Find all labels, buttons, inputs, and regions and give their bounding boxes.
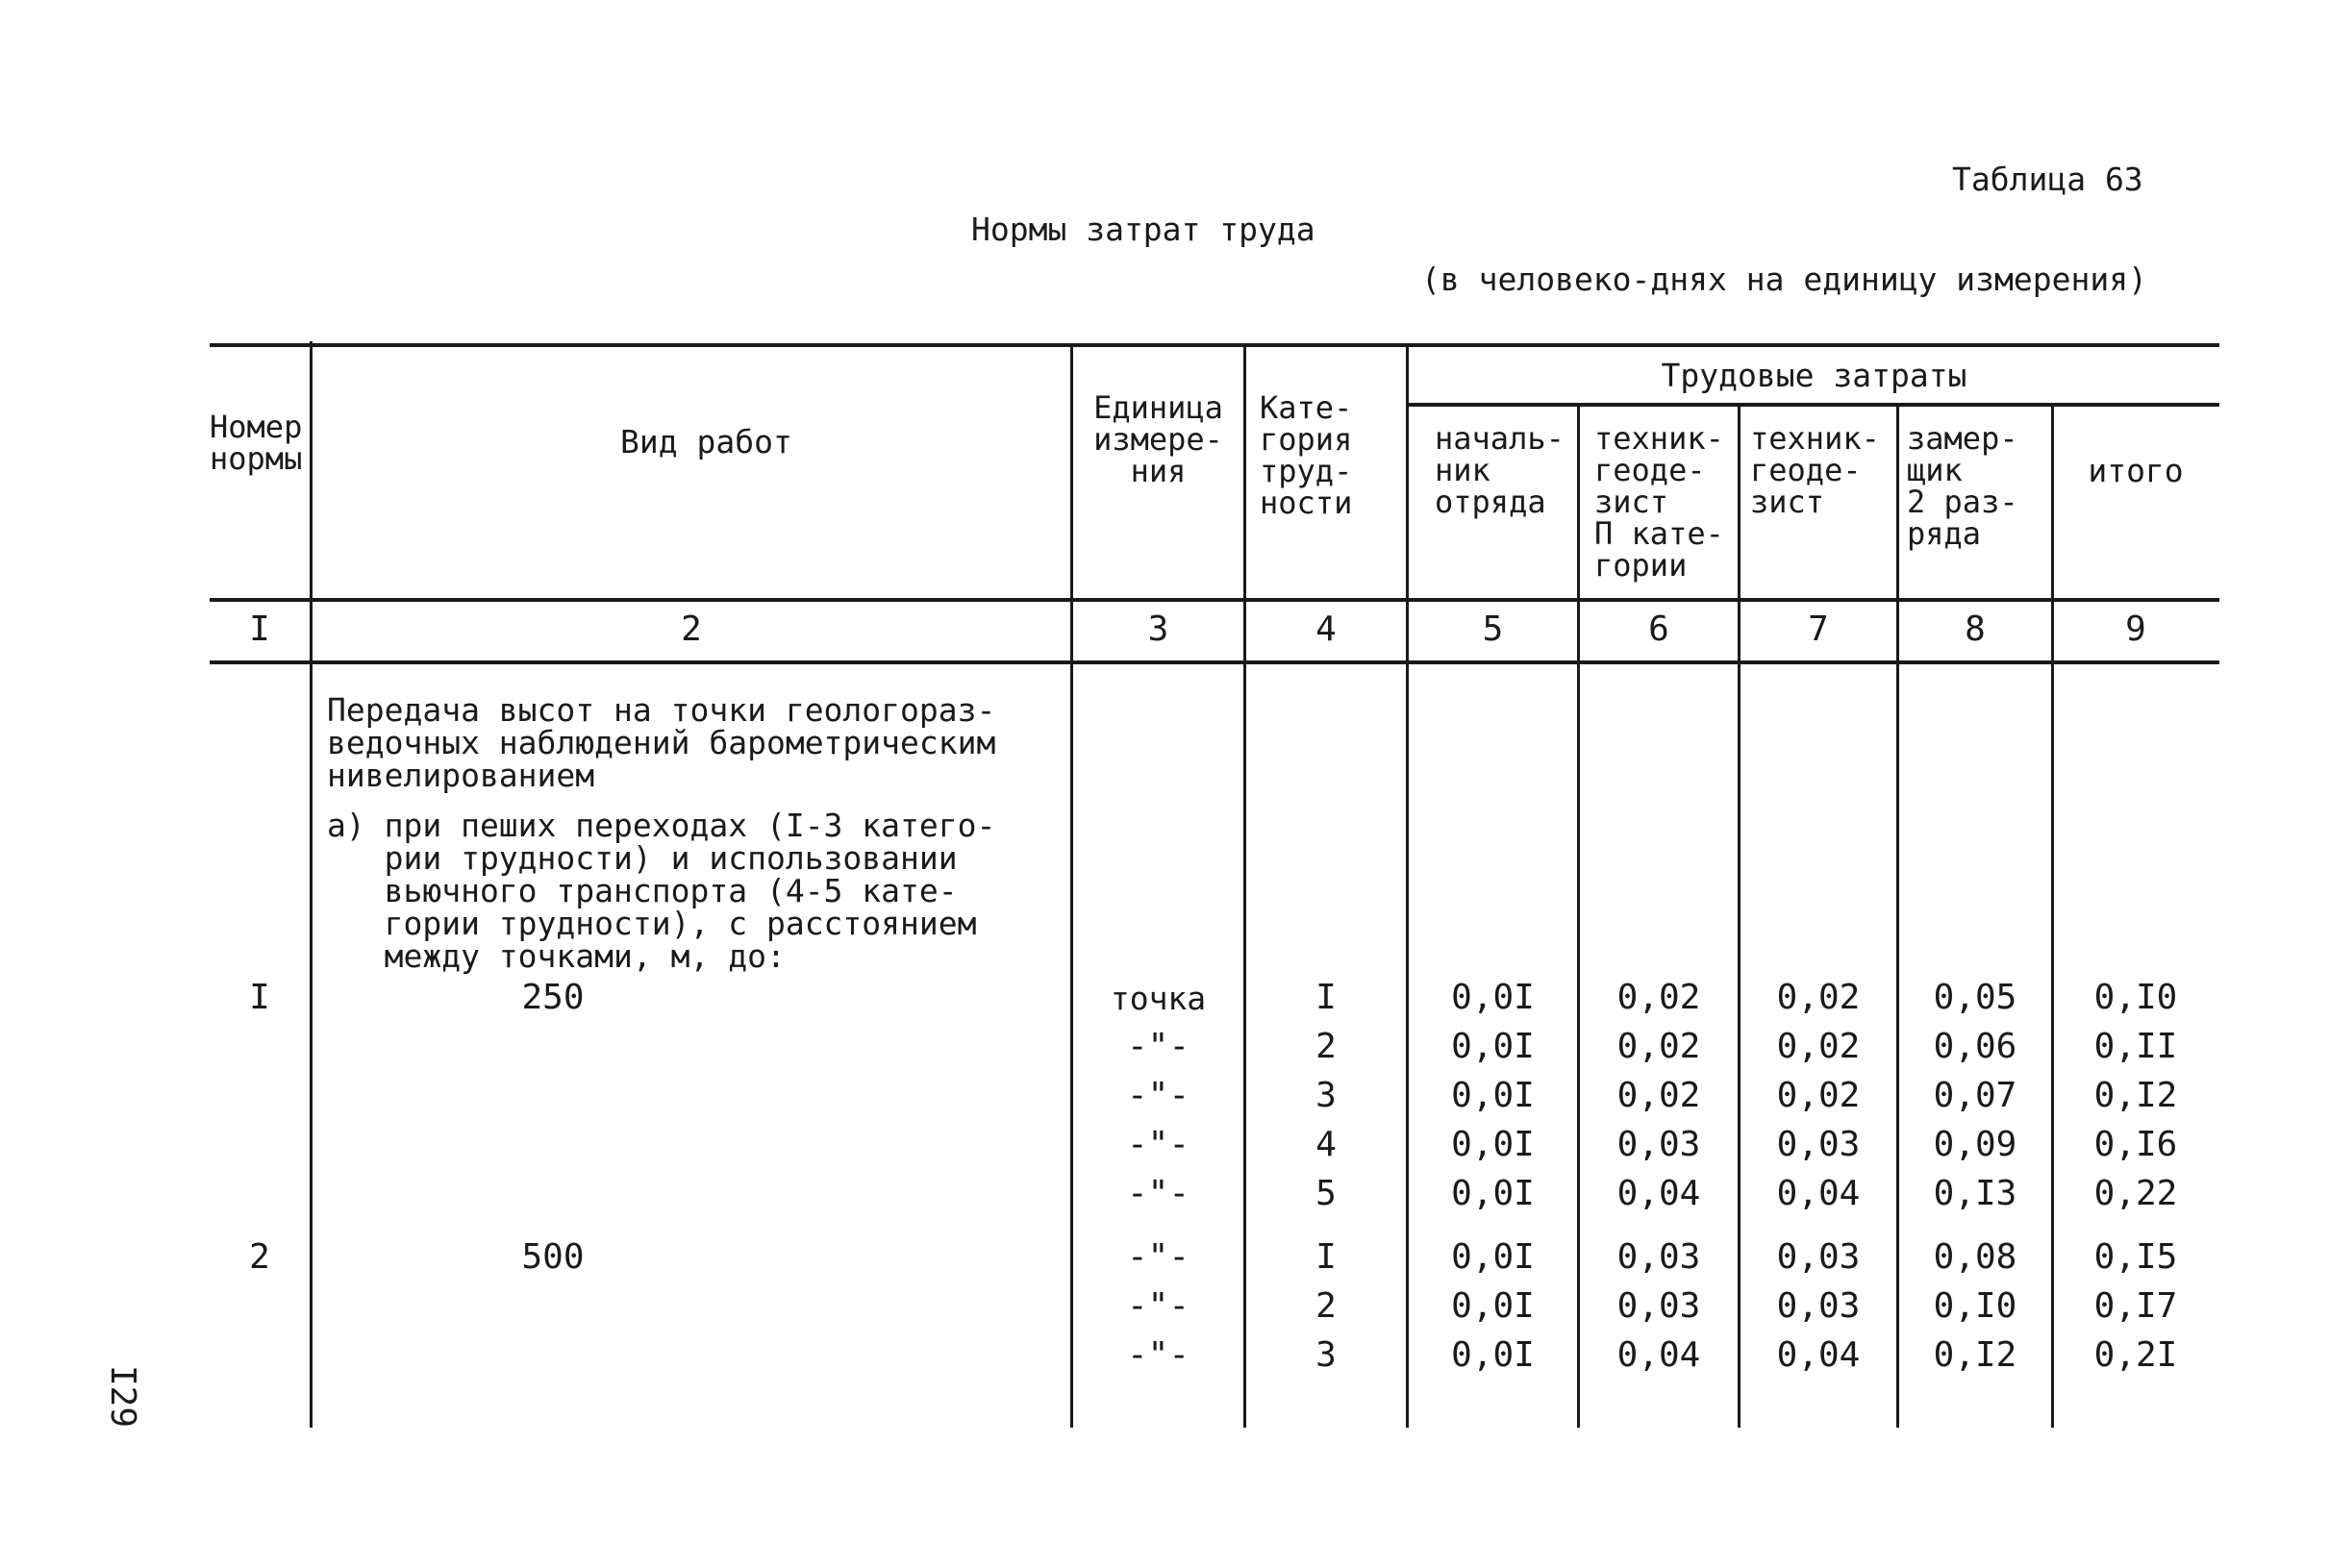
colnum-3: 3 [1147, 610, 1169, 649]
cell-chief: 0,0I [1451, 1286, 1535, 1326]
cell-measurer: 0,08 [1933, 1237, 2017, 1277]
cell-category: I [1315, 1237, 1337, 1277]
colnum-8: 8 [1965, 610, 1986, 649]
cell-tech-cat2: 0,02 [1616, 1076, 1701, 1115]
page-number: I29 [103, 1364, 143, 1429]
cell-chief: 0,0I [1451, 1335, 1535, 1375]
cell-category: 4 [1315, 1125, 1337, 1164]
cell-unit: -"- [1126, 1076, 1190, 1115]
cell-measurer: 0,I3 [1933, 1174, 2017, 1213]
header-work-type: Вид работ [620, 423, 792, 460]
header-technician-cat2: техник- геоде- зист П кате- гории [1594, 420, 1724, 584]
header-measurer: замер- щик 2 раз- ряда [1907, 420, 2018, 552]
cell-chief: 0,0I [1451, 1174, 1535, 1213]
cell-tech: 0,03 [1776, 1286, 1861, 1326]
cell-measurer: 0,I2 [1933, 1335, 2017, 1375]
cell-tech: 0,04 [1776, 1174, 1861, 1213]
colnum-5: 5 [1482, 610, 1504, 649]
header-labor-costs: Трудовые затраты [1661, 357, 1967, 394]
cell-tech-cat2: 0,03 [1616, 1286, 1701, 1326]
cell-total: 0,II [2093, 1027, 2178, 1066]
cell-measurer: 0,06 [1933, 1027, 2017, 1066]
cell-measurer: 0,I0 [1933, 1286, 2017, 1326]
cell-tech-cat2: 0,03 [1616, 1237, 1701, 1277]
cell-chief: 0,0I [1451, 1027, 1535, 1066]
table-top-rule [210, 343, 2219, 347]
header-norm-number: Номер нормы [210, 409, 303, 477]
cell-tech: 0,03 [1776, 1125, 1861, 1164]
cell-tech-cat2: 0,04 [1616, 1174, 1701, 1213]
cell-tech-cat2: 0,02 [1616, 1027, 1701, 1066]
cell-total: 0,I6 [2093, 1125, 2178, 1164]
header-unit: Единица измере- ния [1093, 389, 1223, 489]
header-total: итого [2088, 452, 2184, 489]
cell-tech-cat2: 0,04 [1616, 1335, 1701, 1375]
cell-total: 0,I0 [2093, 978, 2178, 1017]
cell-unit: -"- [1126, 1027, 1190, 1066]
cell-category: 5 [1315, 1174, 1337, 1213]
header-technician: техник- геоде- зист [1750, 420, 1880, 520]
colnum-6: 6 [1648, 610, 1669, 649]
cell-tech: 0,02 [1776, 1076, 1861, 1115]
cell-total: 0,I2 [2093, 1076, 2178, 1115]
cell-chief: 0,0I [1451, 1125, 1535, 1164]
colnum-1: I [249, 610, 270, 649]
cell-tech: 0,03 [1776, 1237, 1861, 1277]
units-note: (в человеко-днях на единицу измерения) [1421, 261, 2147, 298]
cell-tech-cat2: 0,03 [1616, 1125, 1701, 1164]
cell-measurer: 0,07 [1933, 1076, 2017, 1115]
cell-category: 2 [1315, 1286, 1337, 1326]
cell-measurer: 0,09 [1933, 1125, 2017, 1164]
cell-total: 0,22 [2093, 1174, 2178, 1213]
cell-tech: 0,02 [1776, 978, 1861, 1017]
group-header-rule [1408, 403, 2219, 407]
cell-total: 0,I5 [2093, 1237, 2178, 1277]
cell-category: 3 [1315, 1076, 1337, 1115]
colnum-9: 9 [2125, 610, 2146, 649]
cell-tech-cat2: 0,02 [1616, 978, 1701, 1017]
cell-unit: -"- [1126, 1125, 1190, 1164]
cell-measurer: 0,05 [1933, 978, 2017, 1017]
header-bottom-rule [210, 598, 2219, 602]
cell-distance: 500 [521, 1237, 585, 1277]
colnum-7: 7 [1808, 610, 1829, 649]
cell-chief: 0,0I [1451, 1076, 1535, 1115]
cell-distance: 250 [521, 978, 585, 1017]
cell-norm: I [249, 978, 270, 1017]
cell-unit: -"- [1126, 1237, 1190, 1277]
cell-total: 0,2I [2093, 1335, 2178, 1375]
cell-total: 0,I7 [2093, 1286, 2178, 1326]
cell-chief: 0,0I [1451, 978, 1535, 1017]
cell-norm: 2 [249, 1237, 270, 1277]
header-category: Кате- гория труд- ности [1260, 389, 1353, 521]
colnum-4: 4 [1315, 610, 1337, 649]
table-title: Нормы затрат труда [971, 211, 1315, 248]
cell-chief: 0,0I [1451, 1237, 1535, 1277]
cell-category: 2 [1315, 1027, 1337, 1066]
header-detachment-chief: началь- ник отряда [1435, 420, 1565, 520]
cell-tech: 0,02 [1776, 1027, 1861, 1066]
subsection-text: а) при пеших переходах (I-3 катего- рии трудности) и использовании вьючного транспорта (4-5 кате- гории трудности), с расстоянием между точками, м, до: [327, 807, 996, 975]
cell-unit: точка [1110, 980, 1207, 1017]
colnum-2: 2 [681, 610, 702, 649]
section-title: Передача высот на точки геологораз- ведочных наблюдений барометрическим нивелированием [327, 691, 996, 794]
cell-unit: -"- [1126, 1286, 1190, 1326]
cell-unit: -"- [1126, 1335, 1190, 1375]
cell-unit: -"- [1126, 1174, 1190, 1213]
cell-category: I [1315, 978, 1337, 1017]
column-numbers-rule [210, 660, 2219, 664]
cell-category: 3 [1315, 1335, 1337, 1375]
cell-tech: 0,04 [1776, 1335, 1861, 1375]
table-label: Таблица 63 [1952, 161, 2143, 198]
